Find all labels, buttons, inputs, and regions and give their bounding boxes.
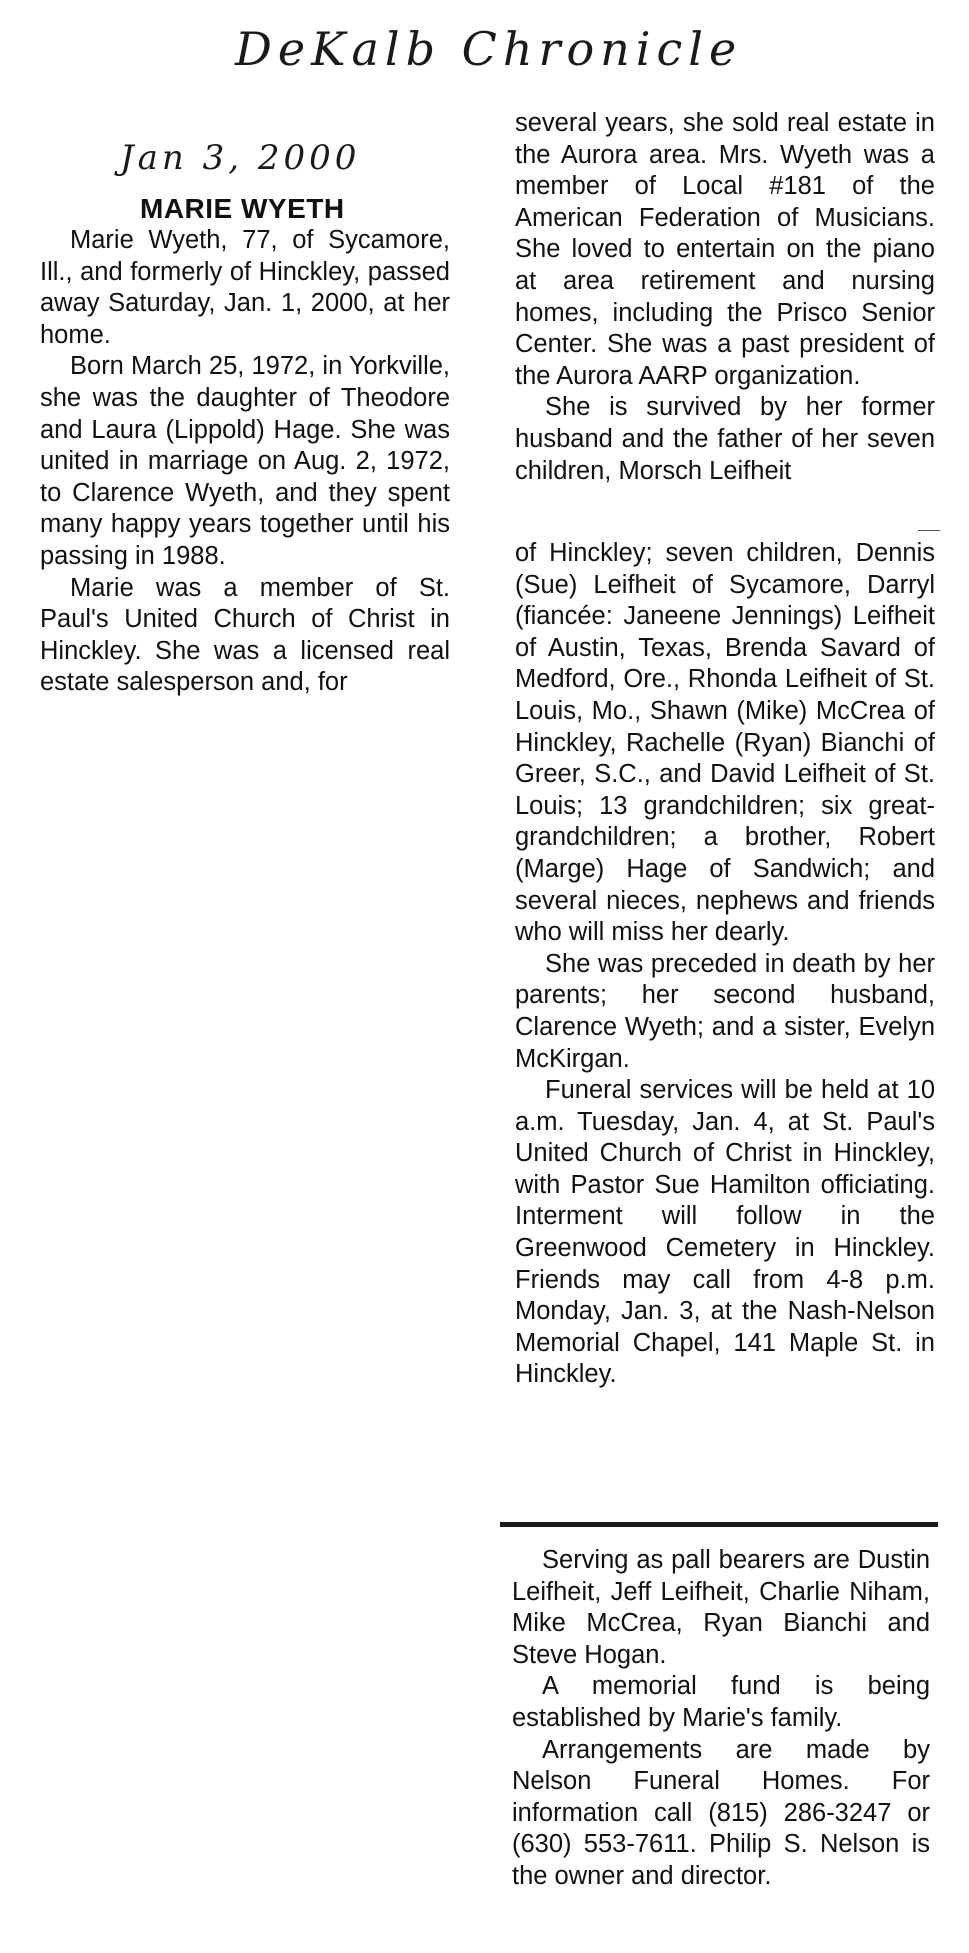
paragraph: Born March 25, 1972, in Yorkville, she was the daughter of Theodore and Laura (Lippold) Hage. She was united in marriage on Aug. 2, 1972, to Clarence Wyeth, and they spent many happy years together until his passing in 1988.	[40, 352, 450, 570]
paragraph: Funeral services will be held at 10 a.m. Tuesday, Jan. 4, at St. Paul's United Church of Christ in Hinckley, with Pastor Sue Hamilton officiating. Interment will follow in the Greenwood Cemetery in Hinckley. Friends may call from 4-8 p.m. Monday, Jan. 3, at the Nash-Nelson Memorial Chapel, 141 Maple St. in Hinckley.	[515, 1076, 935, 1389]
right-column-bottom	[512, 1545, 930, 1893]
paragraph: several years, she sold real estate in the Aurora area. Mrs. Wyeth was a member of Local #181 of the American Federation of Musicians. She loved to entertain on the piano at area retirement and nursing homes, including the Prisco Senior Center. She was a past president of the Aurora AARP organization.	[515, 109, 935, 390]
paragraph: Marie was a member of St. Paul's United Church of Christ in Hinckley. She was a licensed real estate salesperson and, for	[40, 573, 450, 697]
right-column-middle	[515, 538, 935, 1391]
paragraph: Arrangements are made by Nelson Funeral Homes. For information call (815) 286-3247 or (630) 553-7611. Philip S. Nelson is the owner and director.	[512, 1735, 930, 1890]
right-column-top	[515, 108, 935, 487]
paragraph: She is survived by her former husband and the father of her seven children, Morsch Leifheit	[515, 393, 935, 485]
date-handwritten: Jan 3, 2000	[120, 138, 361, 178]
paragraph: She was preceded in death by her parents; her second husband, Clarence Wyeth; and a sister, Evelyn McKirgan.	[515, 949, 935, 1073]
left-column	[40, 225, 450, 699]
paragraph: A memorial fund is being established by Marie's family.	[512, 1672, 930, 1732]
paragraph: of Hinckley; seven children, Dennis (Sue) Leifheit of Sycamore, Darryl (fiancée: Janeene Jennings) Leifheit of Austin, Texas, Brenda Savard of Medford, Ore., Rhonda Leifheit of St. Louis, Mo., Shawn (Mike) McCrea of Hinckley, Rachelle (Ryan) Bianchi of Greer, S.C., and David Leifheit of St. Louis; 13 grandchildren; six great-grandchildren; a brother, Robert (Marge) Hage of Sandwich; and several nieces, nephews and friends who will miss her dearly.	[515, 539, 935, 947]
obituary-headline: MARIE WYETH	[140, 193, 345, 224]
paragraph: Serving as pall bearers are Dustin Leifheit, Jeff Leifheit, Charlie Niham, Mike McCrea, Ryan Bianchi and Steve Hogan.	[512, 1546, 930, 1669]
masthead-handwritten: DeKalb Chronicle	[235, 22, 743, 76]
column-break-mark	[918, 530, 940, 531]
paragraph: Marie Wyeth, 77, of Sycamore, Ill., and formerly of Hinckley, passed away Saturday, Jan. 1, 2000, at her home.	[40, 226, 450, 349]
section-divider-rule	[500, 1522, 938, 1527]
